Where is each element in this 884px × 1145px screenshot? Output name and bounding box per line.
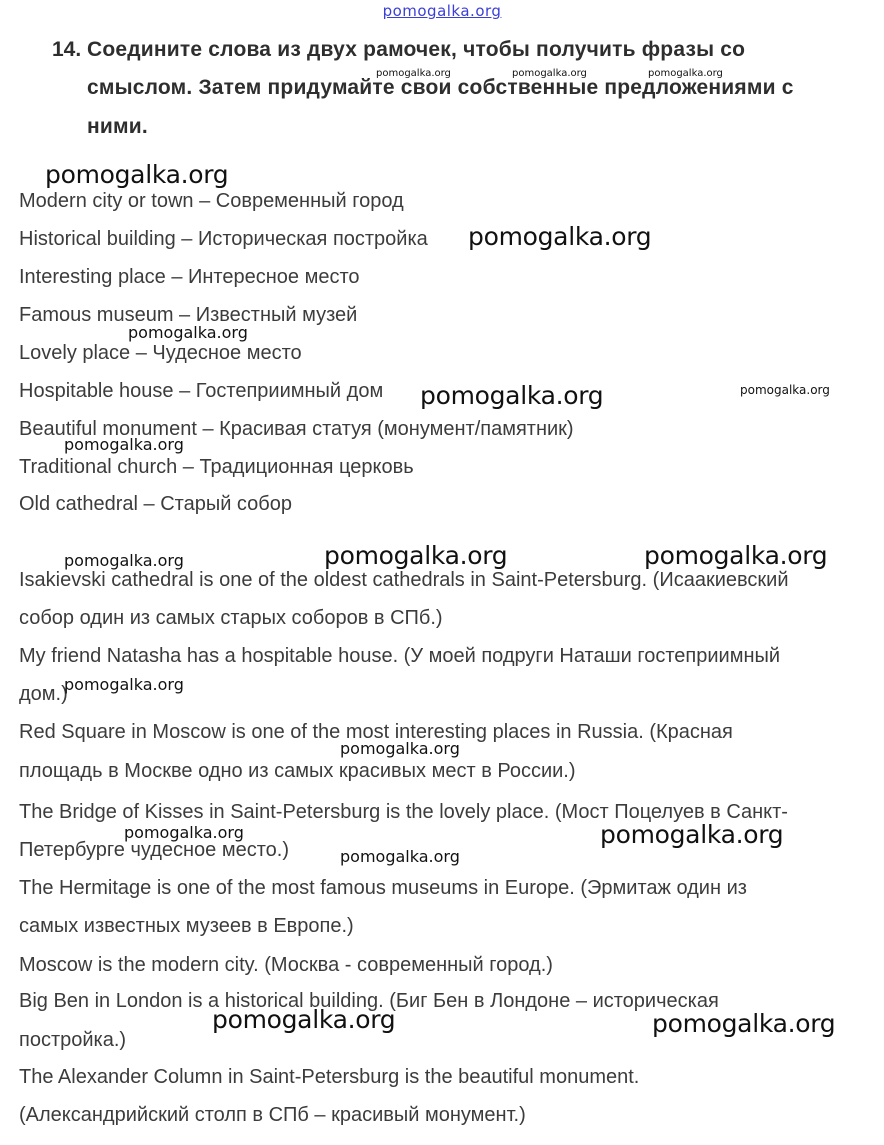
watermark-text: pomogalka.org xyxy=(340,739,460,758)
sentence-line: Петербурге чудесное место.) xyxy=(19,839,290,861)
sentence-line: Big Ben in London is a historical building. (Биг Бен в Лондоне – историческая xyxy=(19,990,719,1012)
sentence-line: The Hermitage is one of the most famous museums in Europe. (Эрмитаж один из xyxy=(19,877,747,899)
watermark-text: pomogalka.org xyxy=(45,160,229,189)
watermark-text: pomogalka.org xyxy=(324,541,508,570)
sentence-line: Moscow is the modern city. (Москва - современный город.) xyxy=(19,954,553,976)
sentence-line: дом.) xyxy=(19,683,68,705)
sentence-line: Red Square in Moscow is one of the most interesting places in Russia. (Красная xyxy=(19,721,733,743)
phrase-item: Beautiful monument – Красивая статуя (монумент/памятник) xyxy=(19,418,574,440)
task-text-line-1: Соедините слова из двух рамочек, чтобы получить фразы со xyxy=(87,38,746,61)
phrase-item: Old cathedral – Старый собор xyxy=(19,493,292,515)
watermark-text: pomogalka.org xyxy=(512,68,587,79)
sentence-line: The Bridge of Kisses in Saint-Petersburg is the lovely place. (Мост Поцелуев в Санкт- xyxy=(19,801,788,823)
watermark-text: pomogalka.org xyxy=(128,323,248,342)
sentence-line: The Alexander Column in Saint-Petersburg is the beautiful monument. xyxy=(19,1066,640,1088)
sentence-line: (Александрийский столп в СПб – красивый монумент.) xyxy=(19,1104,526,1126)
header-watermark[interactable]: pomogalka.org xyxy=(382,2,502,20)
watermark-text: pomogalka.org xyxy=(468,222,652,251)
phrase-item: Hospitable house – Гостеприимный дом xyxy=(19,380,384,402)
task-number: 14. xyxy=(52,38,82,61)
watermark-text: pomogalka.org xyxy=(600,820,784,849)
phrase-item: Famous museum – Известный музей xyxy=(19,304,358,326)
sentence-line: Isakievski cathedral is one of the oldest cathedrals in Saint-Petersburg. (Исаакиевский xyxy=(19,569,789,591)
watermark-text: pomogalka.org xyxy=(420,381,604,410)
sentence-line: площадь в Москве одно из самых красивых мест в России.) xyxy=(19,760,576,782)
watermark-text: pomogalka.org xyxy=(124,823,244,842)
sentence-line: постройка.) xyxy=(19,1029,127,1051)
watermark-text: pomogalka.org xyxy=(64,675,184,694)
watermark-text: pomogalka.org xyxy=(740,383,830,397)
sentence-line: собор один из самых старых соборов в СПб.) xyxy=(19,607,443,629)
phrase-item: Interesting place – Интересное место xyxy=(19,266,360,288)
watermark-text: pomogalka.org xyxy=(340,847,460,866)
watermark-text: pomogalka.org xyxy=(648,68,723,79)
task-text-line-2: смыслом. Затем придумайте свои собственные предложениями с xyxy=(87,76,794,99)
watermark-text: pomogalka.org xyxy=(644,541,828,570)
task-text-line-3: ними. xyxy=(87,115,148,138)
watermark-text: pomogalka.org xyxy=(652,1009,836,1038)
sentence-line: самых известных музеев в Европе.) xyxy=(19,915,354,937)
watermark-text: pomogalka.org xyxy=(64,435,184,454)
watermark-text: pomogalka.org xyxy=(376,68,451,79)
phrase-item: Lovely place – Чудесное место xyxy=(19,342,302,364)
phrase-item: Modern city or town – Современный город xyxy=(19,190,404,212)
phrase-item: Historical building – Историческая постройка xyxy=(19,228,428,250)
watermark-text: pomogalka.org xyxy=(64,551,184,570)
phrase-item: Traditional church – Традиционная церковь xyxy=(19,456,414,478)
sentence-line: My friend Natasha has a hospitable house. (У моей подруги Наташи гостеприимный xyxy=(19,645,781,667)
watermark-text: pomogalka.org xyxy=(212,1005,396,1034)
